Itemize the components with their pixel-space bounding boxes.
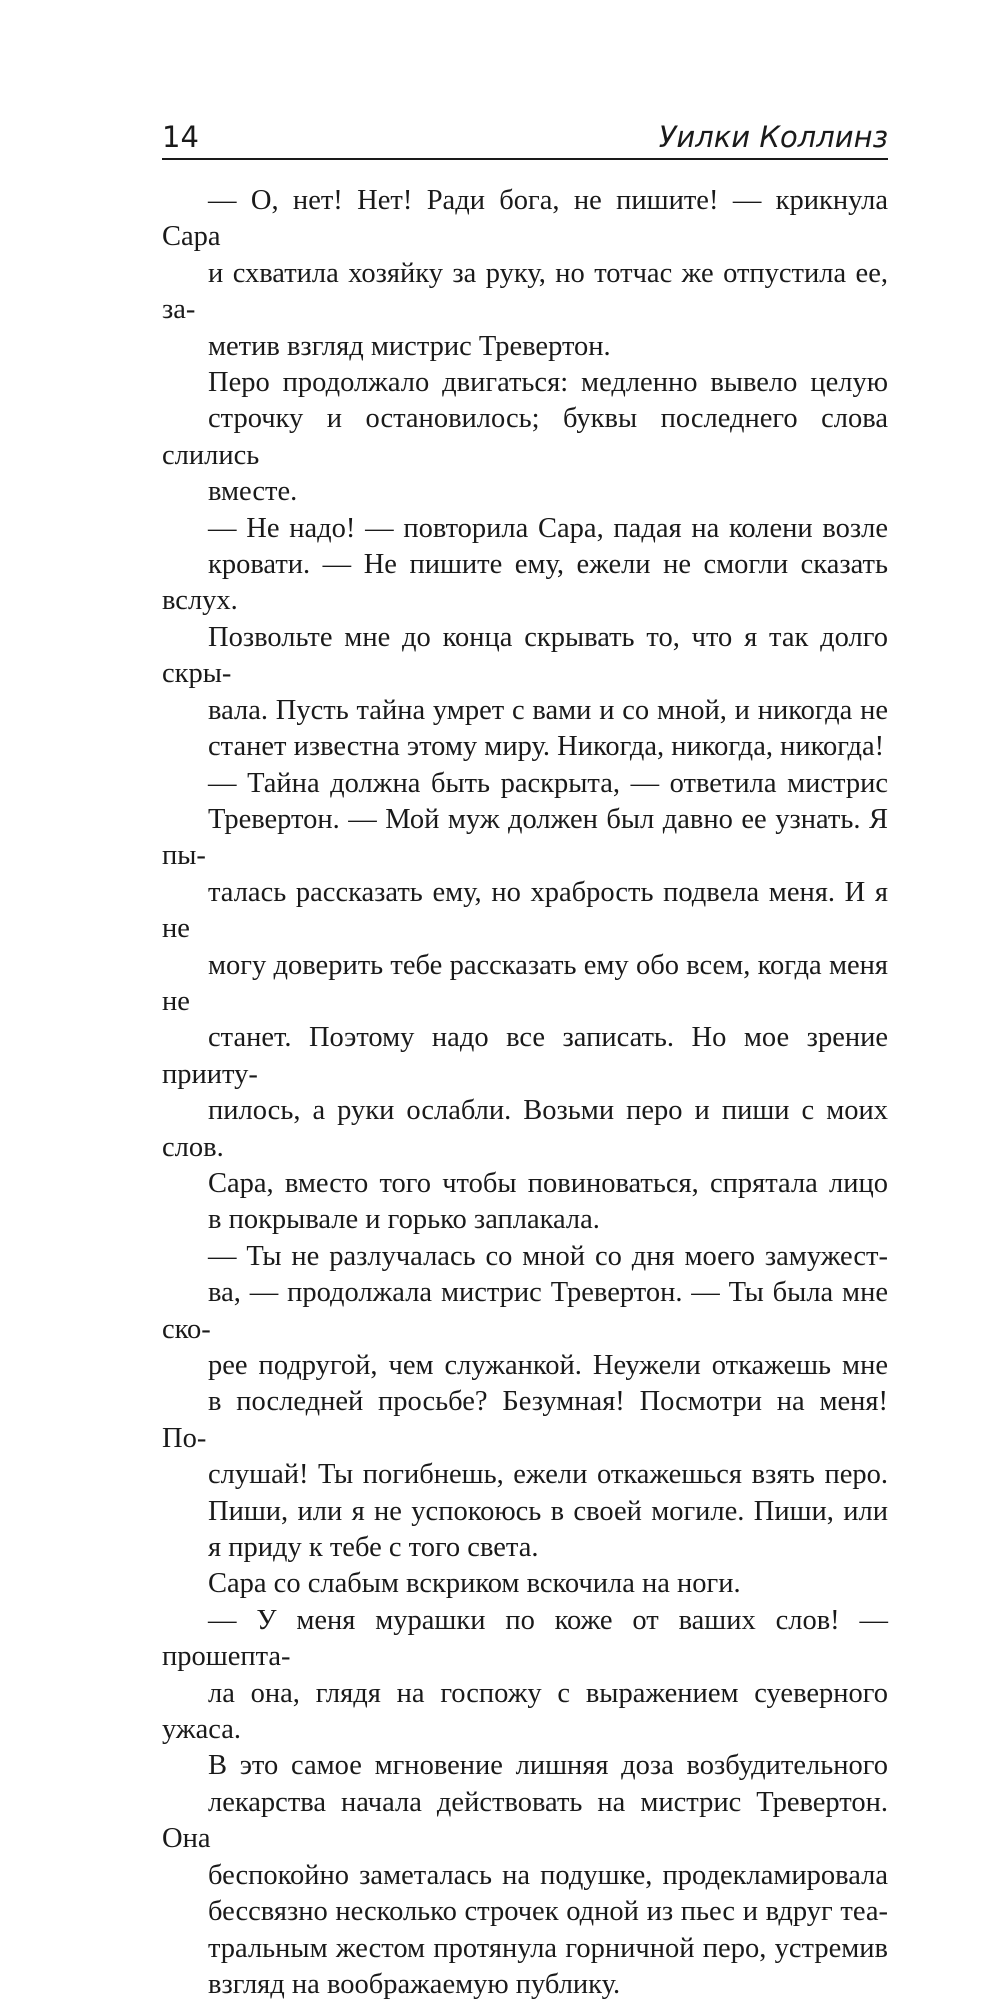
paragraph bbox=[162, 365, 888, 511]
paragraph bbox=[162, 1166, 888, 1239]
text-line: тральным жестом протянула горничной перо, устремив bbox=[208, 1932, 888, 1964]
text-line: беспокойно заметалась на подушке, продекламировала bbox=[208, 1859, 888, 1891]
text-line: слушай! Ты погибнешь, ежели откажешься взять перо. bbox=[208, 1459, 888, 1491]
text-line: Сара, вместо того чтобы повиноваться, спрятала лицо bbox=[208, 1167, 888, 1199]
text-line: взгляд на воображаемую публику. bbox=[208, 1968, 621, 2000]
text-line: ва, — продолжала мистрис Тревертон. — Ты была мне ско- bbox=[162, 1277, 888, 1345]
text-line: в последней просьбе? Безумная! Посмотри на меня! По- bbox=[162, 1386, 888, 1454]
paragraph bbox=[162, 183, 888, 365]
text-line: кровати. — Не пишите ему, ежели не смогли сказать вслух. bbox=[162, 549, 888, 617]
paragraph bbox=[162, 766, 888, 1166]
text-line: пилось, а руки ослабли. Возьми перо и пиши с моих слов. bbox=[162, 1095, 888, 1163]
paragraph bbox=[162, 511, 888, 766]
text-line: я приду к тебе с того света. bbox=[208, 1532, 539, 1564]
text-line: строчку и остановилось; буквы последнего слова слились bbox=[162, 403, 888, 471]
text-line: и схватила хозяйку за руку, но тотчас же отпустила ее, за- bbox=[162, 257, 888, 326]
text-line: Пиши, или я не успокоюсь в своей могиле. Пиши, или bbox=[208, 1495, 888, 1527]
paragraph bbox=[162, 1748, 888, 2003]
body-text bbox=[162, 183, 888, 2003]
text-line: рее подругой, чем служанкой. Неужели откажешь мне bbox=[208, 1350, 888, 1381]
paragraph bbox=[162, 1239, 888, 1567]
text-line: метив взгляд мистрис Тревертон. bbox=[208, 330, 611, 362]
text-line: бессвязно несколько строчек одной из пьес и вдруг теа- bbox=[208, 1896, 888, 1928]
text-line: — Тайна должна быть раскрыта, — ответила мистрис bbox=[208, 767, 888, 799]
text-line: Сара со слабым вскриком вскочила на ноги. bbox=[208, 1568, 741, 1600]
paragraph bbox=[162, 1566, 888, 1602]
text-line: ла она, глядя на госпожу с выражением суеверного ужаса. bbox=[162, 1677, 888, 1746]
text-line: станет. Поэтому надо все записать. Но мое зрение прииту- bbox=[162, 1022, 888, 1090]
text-line: — О, нет! Нет! Ради бога, не пишите! — крикнула Сара bbox=[162, 185, 888, 253]
page-number: 14 bbox=[162, 120, 199, 154]
text-line: — Ты не разлучалась со мной со дня моего замужест- bbox=[208, 1240, 888, 1272]
text-line: Тревертон. — Мой муж должен был давно ее узнать. Я пы- bbox=[162, 803, 888, 872]
text-line: Перо продолжало двигаться: медленно вывело целую bbox=[208, 367, 888, 399]
text-line: — У меня мурашки по коже от ваших слов! — прошепта- bbox=[162, 1604, 888, 1673]
text-line: станет известна этому миру. Никогда, никогда, никогда! bbox=[208, 731, 885, 763]
text-line: В это самое мгновение лишняя доза возбудительного bbox=[208, 1750, 888, 1782]
running-head-author: Уилки Коллинз bbox=[658, 120, 888, 154]
text-line: вала. Пусть тайна умрет с вами и со мной, и никогда не bbox=[208, 694, 888, 726]
text-line: — Не надо! — повторила Сара, падая на колени возле bbox=[208, 512, 888, 544]
text-line: Позвольте мне до конца скрывать то, что я так долго скры- bbox=[162, 621, 888, 690]
text-line: талась рассказать ему, но храбрость подвела меня. И я не bbox=[162, 876, 888, 945]
text-line: вместе. bbox=[208, 476, 298, 508]
text-line: в покрывале и горько заплакала. bbox=[208, 1204, 600, 1236]
paragraph bbox=[162, 1603, 888, 1749]
running-head bbox=[162, 118, 888, 160]
text-line: могу доверить тебе рассказать ему обо всем, когда меня не bbox=[162, 949, 888, 1017]
text-line: лекарства начала действовать на мистрис Тревертон. Она bbox=[162, 1786, 888, 1855]
